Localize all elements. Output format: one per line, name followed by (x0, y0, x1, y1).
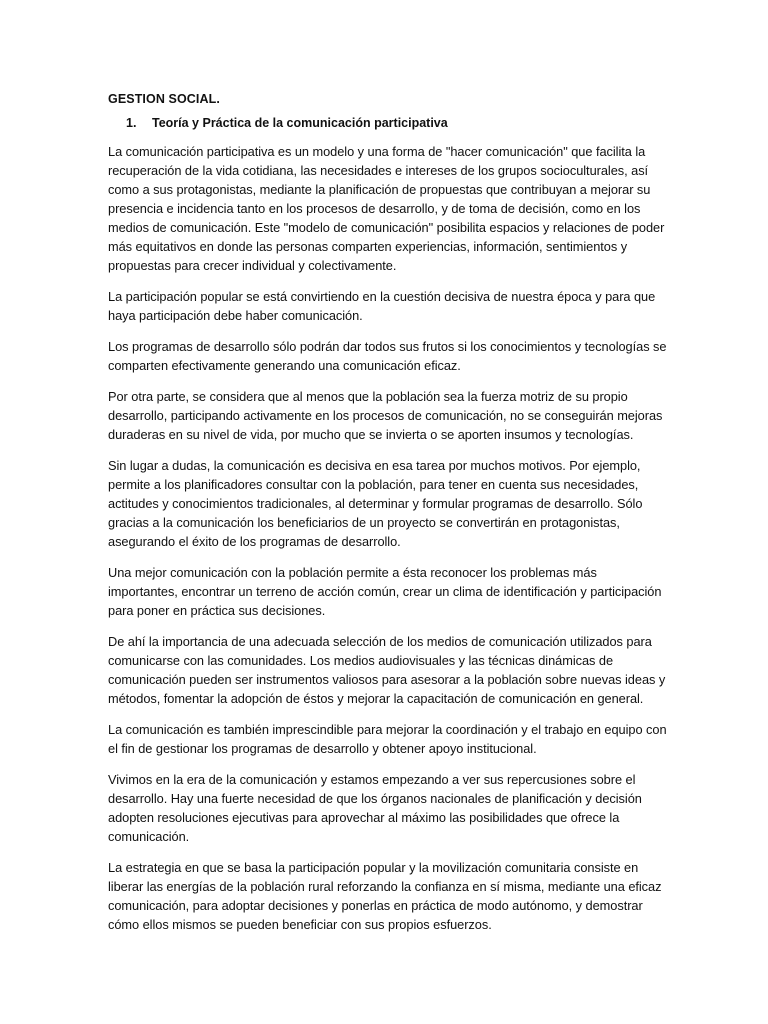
paragraph-2: La participación popular se está convirtiendo en la cuestión decisiva de nuestra época y para que haya participación debe haber comunicación. (108, 289, 656, 323)
section-heading-text: Teoría y Práctica de la comunicación participativa (152, 116, 448, 130)
paragraph-4: Por otra parte, se considera que al menos que la población sea la fuerza motriz de su propio desarrollo, participando activamente en los procesos de comunicación, no se conseguirán mejoras duraderas en su nivel de vida, por mucho que se invierta o se aporten insumos y tecnologías. (108, 389, 663, 442)
document-title: GESTION SOCIAL. (108, 92, 220, 106)
paragraph-8: La comunicación es también imprescindible para mejorar la coordinación y el trabajo en equipo con el fin de gestionar los programas de desarrollo y obtener apoyo institucional. (108, 722, 667, 756)
paragraph-5: Sin lugar a dudas, la comunicación es decisiva en esa tarea por muchos motivos. Por ejemplo, permite a los planificadores consultar con la población, para tener en cuenta sus necesidades, actitudes y conocimientos tradicionales, al determinar y formular programas de desarrollo. Sólo gracias a la comunicación los beneficiarios de un proyecto se convertirán en protagonistas, asegurando el éxito de los programas de desarrollo. (108, 458, 643, 549)
paragraph-10: La estrategia en que se basa la participación popular y la movilización comunitaria consiste en liberar las energías de la población rural reforzando la confianza en sí misma, mediante una eficaz comunicación, para adoptar decisiones y ponerlas en práctica de modo autónomo, y demostrar cómo ellos mismos se pueden beneficiar con sus propios esfuerzos. (108, 860, 662, 932)
paragraph-1: La comunicación participativa es un modelo y una forma de "hacer comunicación" que facilita la recuperación de la vida cotidiana, las necesidades e intereses de los grupos socioculturales, así como a sus protagonistas, mediante la planificación de propuestas que contribuyan a mejorar su presencia e incidencia tanto en los procesos de desarrollo, y de toma de decisión, como en los medios de comunicación. Este "modelo de comunicación" posibilita espacios y relaciones de poder más equitativos en donde las personas comparten experiencias, información, sentimientos y propuestas para crecer individual y colectivamente. (108, 144, 665, 273)
paragraph-7: De ahí la importancia de una adecuada selección de los medios de comunicación utilizados para comunicarse con las comunidades. Los medios audiovisuales y las técnicas dinámicas de comunicación pueden ser instrumentos valiosos para asesorar a la población sobre nuevas ideas y métodos, fomentar la adopción de éstos y mejorar la capacitación de comunicación en general. (108, 634, 666, 706)
paragraph-6: Una mejor comunicación con la población permite a ésta reconocer los problemas más importantes, encontrar un terreno de acción común, crear un clima de identificación y participación para poner en práctica sus decisiones. (108, 565, 662, 618)
paragraph-3: Los programas de desarrollo sólo podrán dar todos sus frutos si los conocimientos y tecnologías se comparten efectivamente generando una comunicación eficaz. (108, 339, 667, 373)
document-page (108, 92, 668, 946)
section-number: 1. (126, 116, 137, 130)
section-heading (108, 116, 668, 130)
paragraph-9: Vivimos en la era de la comunicación y estamos empezando a ver sus repercusiones sobre el desarrollo. Hay una fuerte necesidad de que los órganos nacionales de planificación y decisión adopten resoluciones ejecutivas para aprovechar al máximo las posibilidades que ofrece la comunicación. (108, 772, 642, 844)
